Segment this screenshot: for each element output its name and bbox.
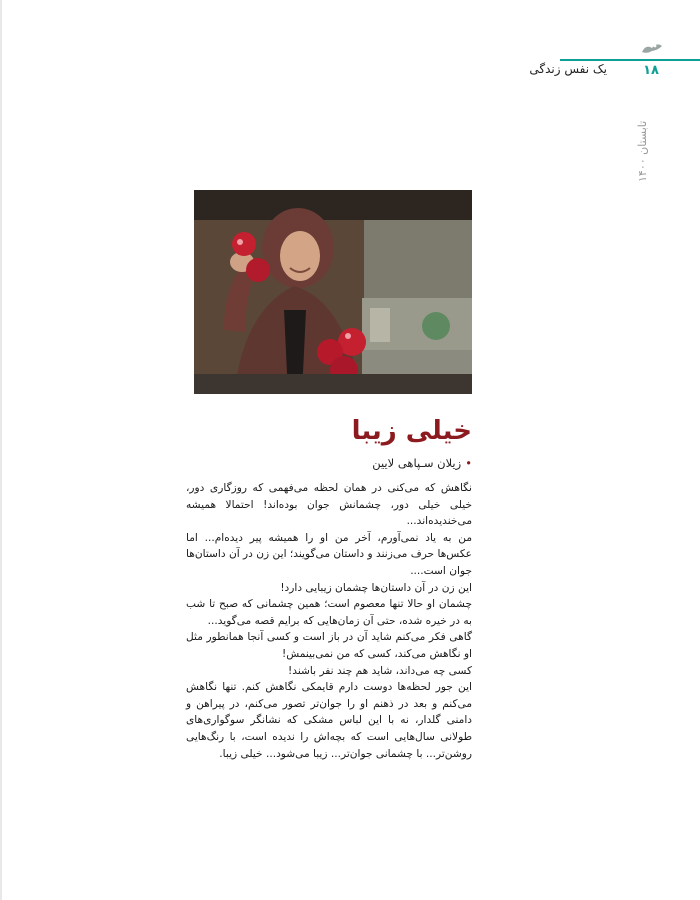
article-body xyxy=(186,480,472,760)
paragraph: گاهی فکر می‌کنم شاید آن در باز است و کسی آنجا همانطور مثل او نگاهش می‌کند، کسی که من نمی‌بینمش! xyxy=(186,631,472,660)
header-rule xyxy=(560,59,700,61)
paragraph: این جور لحظه‌ها دوست دارم قایمکی نگاهش کنم. تنها نگاهش می‌کنم و بعد در ذهنم او را جوان‌تر تصور می‌کنم، در پیراهن و دامنی گلدار، نه با این لباس مشکی که نشانگر سوگواری‌های طولانی سال‌هایی است که بچه‌اش را ندیده است، با رنگ‌هایی روشن‌تر... با چشمانی جوان‌تر... زیبا می‌شود... خیلی زیبا. xyxy=(186,681,472,760)
magazine-logo-icon xyxy=(640,40,664,56)
paragraph: این زن در آن داستان‌ها چشمان زیبایی دارد! xyxy=(280,581,472,594)
section-title: یک نفس زندگی xyxy=(529,62,607,76)
page-edge xyxy=(0,0,2,900)
paragraph: کسی چه می‌داند، شاید هم چند نفر باشند! xyxy=(288,664,472,677)
issue-date: تابستان ۱۴۰۰ xyxy=(636,120,649,182)
author-name: زیلان سـپاهی لایین xyxy=(372,456,462,470)
paragraph: نگاهش که می‌کنی در همان لحظه می‌فهمی که روزگاری دور، خیلی خیلی دور، چشمانش جوان بوده‌اند! احتمالا همیشه می‌خندیده‌اند... xyxy=(186,482,472,528)
article-author xyxy=(194,456,472,470)
page-number: ۱۸ xyxy=(643,63,659,78)
paragraph: چشمان او حالا تنها معصوم است؛ همین چشمانی که صبح تا شب به در خیره شده، حتی آن زمان‌هایی که برایم قصه می‌گوید... xyxy=(186,598,472,627)
author-bullet-icon: • xyxy=(465,456,472,470)
paragraph: من به یاد نمی‌آورم، آخر من او را همیشه پیر دیده‌ام... اما عکس‌ها حرف می‌زنند و داستان می‌گویند؛ این زن در آن داستان‌ها جوان است.... xyxy=(186,531,472,577)
article-title: خیلی زیبا xyxy=(351,416,472,446)
article-photo xyxy=(194,190,472,394)
